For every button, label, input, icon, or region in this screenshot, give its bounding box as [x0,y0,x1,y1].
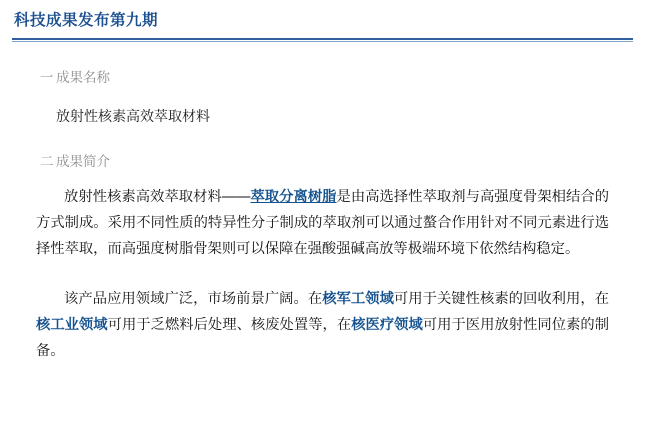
section-numeral: 一 [40,70,54,85]
header-divider [12,38,633,40]
intro-paragraph-1 [0,184,645,262]
paragraph-1-rest: 是由高选择性萃取剂与高强度骨架相结合的方式制成。采用不同性质的特异性分子制成的萃取剂可以通过螯合作用针对不同元素进行选择性萃取，而高强度树脂骨架则可以保障在强酸强碱高放等极端环境下依然结构稳定。 [36,189,610,257]
section-label: 成果名称 [56,70,110,85]
section-label: 成果简介 [56,154,110,169]
header-divider-secondary [12,41,633,42]
paragraph-2-keyword-2: 核工业领域 [36,317,108,333]
section-heading-achievement-name [0,66,645,86]
paragraph-1-lead: 放射性核素高效萃取材料—— [64,189,251,205]
paragraph-2-part2: 可用于关键性核素的回收利用，在 [393,291,610,307]
paragraph-1-keyword: 萃取分离树脂 [250,189,337,205]
page-title: 科技成果发布第九期 [14,12,159,30]
achievement-name-value: 放射性核素高效萃取材料 [56,108,210,124]
paragraph-2-keyword-1: 核军工领域 [322,291,394,307]
section-heading-achievement-intro [0,150,645,170]
paragraph-2-keyword-3: 核医疗领域 [351,317,423,333]
paragraph-2-part1: 该产品应用领域广泛，市场前景广阔。在 [64,291,323,307]
intro-paragraph-2 [0,286,645,364]
paragraph-2-part4: 可用于医用放射性同位素的制备。 [36,317,610,359]
section-numeral: 二 [40,154,54,169]
paragraph-2-part3: 可用于乏燃料后处理、核废处置等，在 [107,317,352,333]
document-header [0,0,645,42]
